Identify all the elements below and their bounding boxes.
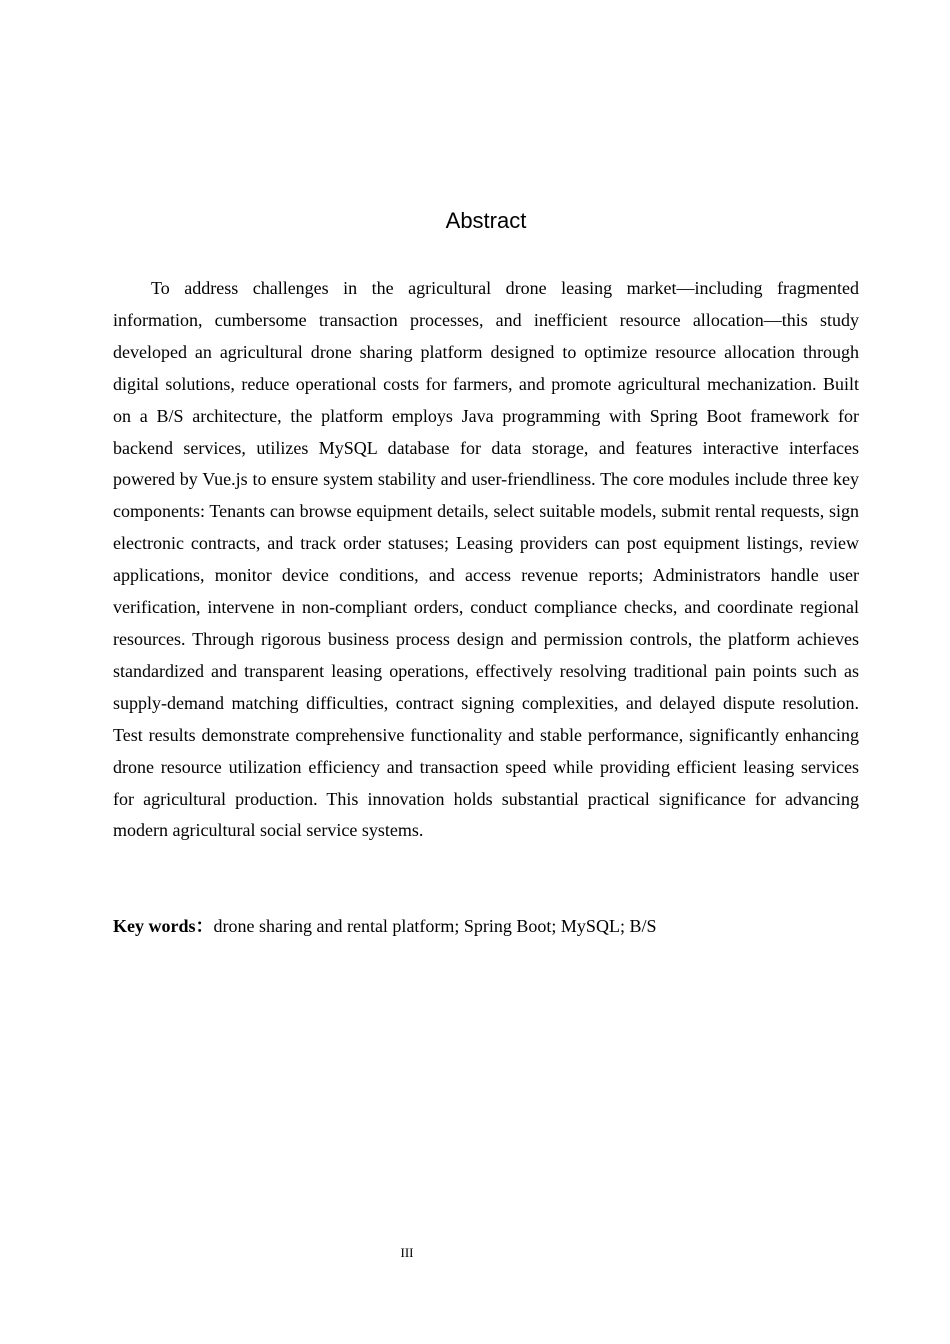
page-number: III xyxy=(400,1245,414,1260)
abstract-body: To address challenges in the agricultural drone leasing market—including fragmented information, cumbersome transaction processes, and inefficient resource allocation—this study developed an agricultural drone sharing platform designed to optimize resource allocation through digital solutions, reduce operational costs for farmers, and promote agricultural mechanization. Built on a B/S architecture, the platform employs Java programming with Spring Boot framework for backend services, utilizes MySQL database for data storage, and features interactive interfaces powered by Vue.js to ensure system stability and user-friendliness. The core modules include three key components: Tenants can browse equipment details, select suitable models, submit rental requests, sign electronic contracts, and track order statuses; Leasing providers can post equipment listings, review applications, monitor device conditions, and access revenue reports; Administrators handle user verification, intervene in non-compliant orders, conduct compliance checks, and coordinate regional resources. Through rigorous business process design and permission controls, the platform achieves standardized and transparent leasing operations, effectively resolving traditional pain points such as supply-demand matching difficulties, contract signing complexities, and delayed dispute resolution. Test results demonstrate comprehensive functionality and stable performance, significantly enhancing drone resource utilization efficiency and transaction speed while providing efficient leasing services for agricultural production. This innovation holds substantial practical significance for advancing modern agricultural social service systems. xyxy=(113,278,859,841)
keywords-label: Key words： xyxy=(113,916,214,936)
keywords-line xyxy=(113,911,859,941)
abstract-title: Abstract xyxy=(445,208,527,233)
keywords-value: drone sharing and rental platform; Spring Boot; MySQL; B/S xyxy=(213,916,657,936)
